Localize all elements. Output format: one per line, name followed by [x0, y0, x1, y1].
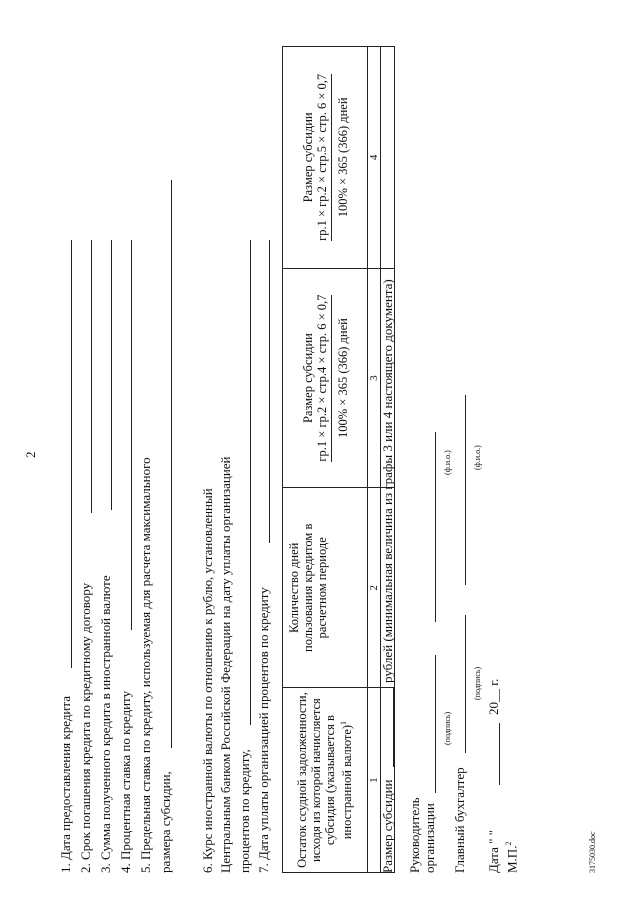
head-signature-caption: (подпись) [443, 711, 452, 745]
page-number: 2 [23, 451, 38, 458]
field-credit-date: 1. Дата предоставления кредита [58, 696, 73, 873]
file-name: 3175030.doc [588, 831, 597, 873]
field-repayment-term-line [91, 240, 92, 513]
accountant-signature-line [465, 615, 466, 753]
head-label-cont: организации [422, 803, 437, 873]
head-signature-line [435, 655, 436, 793]
header-subsidy-rate: Размер субсидии гр.1 × гр.2 × стр.4 × стр. 6 × 0,7 100% × 365 (366) дней [283, 268, 368, 488]
date-year: 20__ г. [486, 678, 501, 715]
field-exchange-rate-cont2: процентов по кредиту, [237, 749, 252, 873]
field-interest-rate-line [131, 240, 132, 630]
header-balance: Остаток ссудной задолженности, исходя из которой начисляется субсидия (указывается в иностранной валюте)$^1$ [283, 688, 368, 873]
column-number: 2 [368, 488, 381, 688]
subsidy-table [282, 46, 395, 873]
field-limit-rate-cont: размера субсидии, [158, 771, 173, 873]
field-exchange-rate-cont: Центральным банком Российской Федерации на дату уплаты организацией [218, 456, 233, 873]
header-days: Количество дней пользования кредитом в расчетном периоде [283, 488, 368, 688]
field-payment-date: 7. Дата уплаты организацией процентов по кредиту [256, 587, 271, 873]
column-number: 3 [368, 268, 381, 488]
column-number: 4 [368, 47, 381, 269]
accountant-signature-caption: (подпись) [473, 666, 482, 700]
field-interest-rate: 4. Процентная ставка по кредиту [118, 690, 133, 873]
field-credit-date-line [71, 240, 72, 668]
subsidy-amount-line [393, 687, 394, 767]
field-payment-date-line [269, 240, 270, 543]
date-label: Дата " " [486, 829, 501, 873]
field-repayment-term: 2. Срок погашения кредита по кредитному договору [78, 582, 93, 873]
accountant-label: Главный бухгалтер [452, 767, 467, 873]
date-month-line [499, 723, 500, 785]
seal-label: М.П.$^2$ [504, 841, 520, 873]
subsidy-label: Размер субсидии [380, 779, 395, 873]
field-limit-rate: 5. Предельная ставка по кредиту, используемая для расчета максимального [138, 457, 153, 873]
head-fio-line [435, 432, 436, 622]
column-number: 1 [368, 688, 381, 873]
field-exchange-rate: 6. Курс иностранной валюты по отношению к рублю, установленный [200, 488, 215, 873]
field-limit-rate-line [171, 180, 172, 748]
head-fio-caption: (ф.и.о.) [443, 450, 452, 475]
field-credit-amount-line [111, 240, 112, 510]
field-credit-amount: 3. Сумма полученного кредита в иностранной валюте [98, 575, 113, 873]
header-subsidy-limit: Размер субсидии гр.1 × гр.2 × стр.5 × стр. 6 × 0,7 100% × 365 (366) дней [283, 47, 368, 269]
table-cell [381, 47, 395, 269]
head-label: Руководитель [407, 797, 422, 873]
accountant-fio-caption: (ф.и.о.) [473, 445, 482, 470]
field-exchange-rate-line [250, 240, 251, 725]
subsidy-suffix: рублей (минимальная величина из графы 3 или 4 настоящего документа) [380, 279, 395, 683]
accountant-fio-line [465, 395, 466, 585]
